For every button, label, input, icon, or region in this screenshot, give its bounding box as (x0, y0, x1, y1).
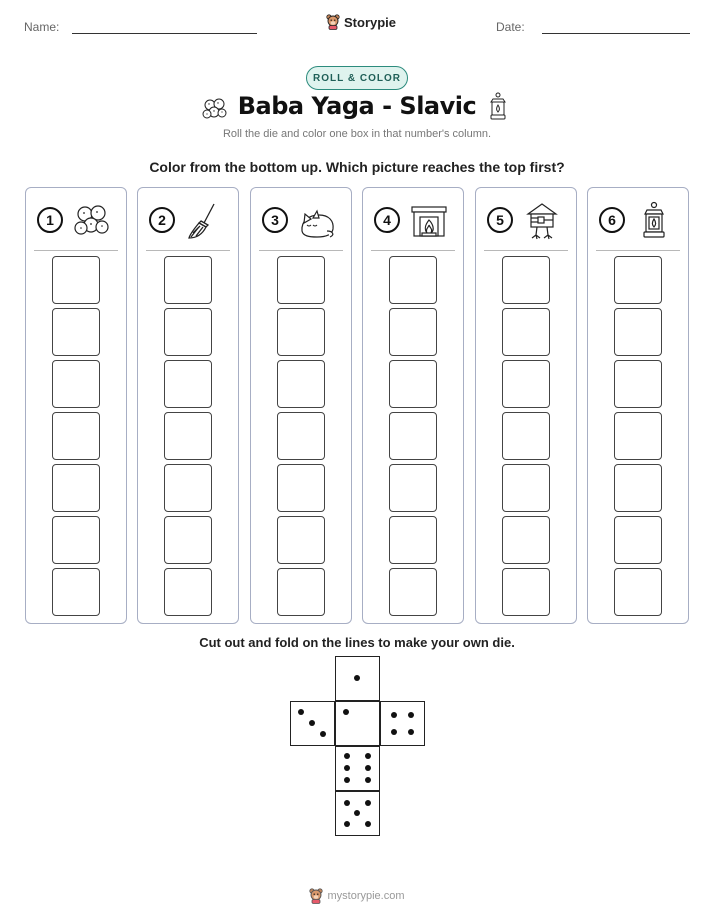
die-instruction: Cut out and fold on the lines to make your own die. (199, 635, 515, 650)
die-face-4 (380, 701, 425, 746)
color-box[interactable] (52, 516, 100, 564)
brand-logo (326, 14, 396, 30)
berries-icon (72, 201, 112, 241)
color-box[interactable] (277, 412, 325, 460)
color-box[interactable] (614, 360, 662, 408)
color-box[interactable] (52, 568, 100, 616)
pip (344, 821, 350, 827)
color-box[interactable] (277, 256, 325, 304)
color-box[interactable] (502, 568, 550, 616)
pip (298, 709, 304, 715)
color-box[interactable] (614, 256, 662, 304)
subtitle: Roll the die and color one box in that number's column. (222, 128, 492, 140)
column-header (588, 188, 688, 250)
color-box[interactable] (164, 256, 212, 304)
pip (344, 800, 350, 806)
bear-mascot-icon (309, 888, 323, 904)
footer (0, 884, 714, 908)
pip (365, 777, 371, 783)
color-box[interactable] (389, 568, 437, 616)
color-box[interactable] (389, 516, 437, 564)
color-box[interactable] (502, 256, 550, 304)
color-box[interactable] (389, 464, 437, 512)
color-box[interactable] (614, 412, 662, 460)
color-box[interactable] (164, 516, 212, 564)
color-box[interactable] (277, 516, 325, 564)
column-divider (484, 250, 568, 251)
lantern-icon (487, 92, 509, 122)
footer-url: mystorypie.com (327, 890, 405, 902)
column-divider (146, 250, 230, 251)
pip (344, 765, 350, 771)
column-divider (259, 250, 343, 251)
color-box[interactable] (164, 360, 212, 408)
pip (408, 712, 414, 718)
date-label: Date: (496, 20, 525, 34)
column-header (476, 188, 576, 250)
column-header (363, 188, 463, 250)
column-2 (137, 187, 239, 624)
pip (365, 753, 371, 759)
coloring-instruction: Color from the bottom up. Which picture reaches the top first? (149, 159, 565, 175)
pip (344, 777, 350, 783)
color-box[interactable] (52, 256, 100, 304)
color-box[interactable] (164, 308, 212, 356)
title-row (0, 92, 714, 126)
brand-name: Storypie (344, 14, 397, 30)
column-number: 3 (262, 207, 288, 233)
sleeping-cat-icon (297, 201, 337, 241)
name-label: Name: (24, 20, 60, 34)
color-box[interactable] (52, 308, 100, 356)
activity-badge: ROLL & COLOR (306, 66, 408, 90)
broom-icon (184, 201, 224, 241)
color-box[interactable] (164, 464, 212, 512)
page-title: Baba Yaga - Slavic (237, 92, 477, 120)
color-box[interactable] (277, 568, 325, 616)
die-face-1 (335, 656, 380, 701)
date-line[interactable] (542, 33, 690, 34)
color-box[interactable] (502, 412, 550, 460)
die-face-5 (335, 791, 380, 836)
color-box[interactable] (614, 464, 662, 512)
column-number: 4 (374, 207, 400, 233)
color-box[interactable] (614, 308, 662, 356)
color-box[interactable] (164, 412, 212, 460)
column-4 (362, 187, 464, 624)
color-box[interactable] (389, 308, 437, 356)
column-6 (587, 187, 689, 624)
column-5 (475, 187, 577, 624)
pip (408, 729, 414, 735)
pip (344, 753, 350, 759)
pip (343, 709, 349, 715)
die-net[interactable] (290, 656, 426, 836)
color-box[interactable] (52, 360, 100, 408)
lantern-icon (634, 201, 674, 241)
color-box[interactable] (389, 360, 437, 408)
die-face-3 (290, 701, 335, 746)
color-box[interactable] (277, 360, 325, 408)
color-box[interactable] (277, 464, 325, 512)
fireplace-icon (409, 201, 449, 241)
color-box[interactable] (52, 412, 100, 460)
column-3 (250, 187, 352, 624)
color-box[interactable] (502, 308, 550, 356)
hut-on-chicken-legs-icon (522, 201, 562, 241)
column-number: 6 (599, 207, 625, 233)
pip (309, 720, 315, 726)
die-face-1 (335, 701, 380, 746)
column-number: 2 (149, 207, 175, 233)
pip (365, 800, 371, 806)
column-number: 5 (487, 207, 513, 233)
pip (354, 810, 360, 816)
color-box[interactable] (52, 464, 100, 512)
name-line[interactable] (72, 33, 257, 34)
pip (354, 675, 360, 681)
color-box[interactable] (277, 308, 325, 356)
roll-columns (25, 187, 689, 624)
bear-mascot-icon (326, 14, 340, 30)
color-box[interactable] (502, 360, 550, 408)
column-header (251, 188, 351, 250)
worksheet-header (0, 0, 714, 50)
pip (391, 712, 397, 718)
pip (391, 729, 397, 735)
column-divider (34, 250, 118, 251)
column-header (26, 188, 126, 250)
pip (320, 731, 326, 737)
pip (365, 821, 371, 827)
column-header (138, 188, 238, 250)
column-1 (25, 187, 127, 624)
color-box[interactable] (389, 256, 437, 304)
color-box[interactable] (389, 412, 437, 460)
pip (365, 765, 371, 771)
color-box[interactable] (614, 568, 662, 616)
color-box[interactable] (164, 568, 212, 616)
column-divider (596, 250, 680, 251)
color-box[interactable] (502, 464, 550, 512)
column-number: 1 (37, 207, 63, 233)
column-divider (371, 250, 455, 251)
die-face-6 (335, 746, 380, 791)
color-box[interactable] (502, 516, 550, 564)
color-box[interactable] (614, 516, 662, 564)
